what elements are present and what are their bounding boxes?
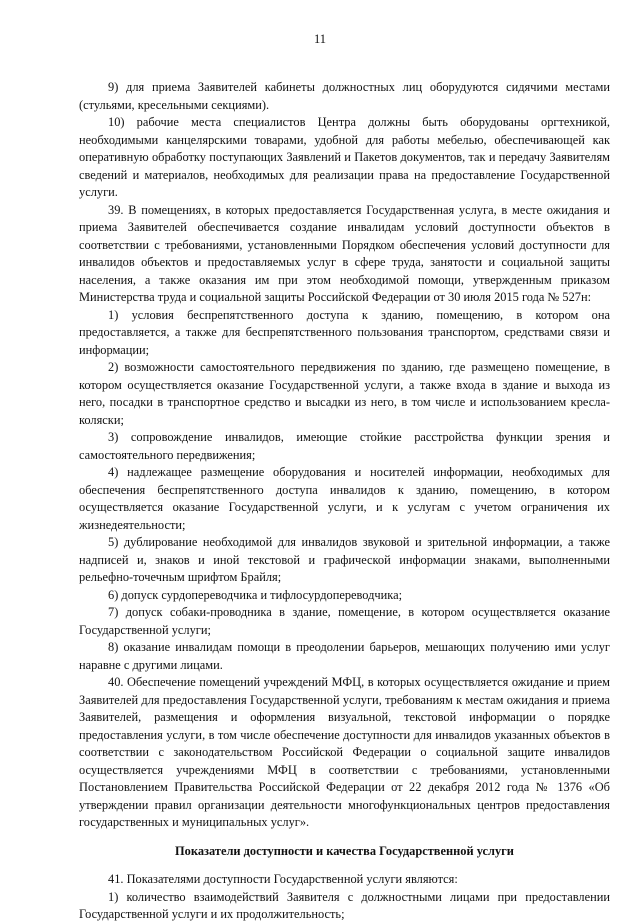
paragraph-39-item-3: 3) сопровождение инвалидов, имеющие стойкие расстройства функции зрения и самостоятельного передвижения; [79, 430, 610, 462]
paragraph-39-item-7: 7) допуск собаки-проводника в здание, помещение, в котором осуществляется оказание Государственной услуги; [79, 605, 610, 637]
paragraph-41-item-1: 1) количество взаимодействий Заявителя с должностными лицами при предоставлении Государственной услуги и их продолжительность; [79, 889, 610, 921]
paragraph-item-9: 9) для приема Заявителей кабинеты должностных лиц оборудуются сидячими местами (стульями, кресельными секциями). [79, 80, 610, 112]
paragraph-39-item-6: 6) допуск сурдопереводчика и тифлосурдопереводчика; [108, 587, 403, 602]
paragraph-39-item-5: 5) дублирование необходимой для инвалидов звуковой и зрительной информации, а также надписей и, знаков и иной текстовой и графической информации знаками, выполненными рельефно-точечным шрифтом Брайля; [79, 535, 610, 584]
paragraph-40: 40. Обеспечение помещений учреждений МФЦ, в которых осуществляется ожидание и прием Заявителей для предоставления Государственной услуги, требованиям к местам ожидания и приема Заявителей, размещения и оформления визуальной, текстовой информации о порядке предоставления услуги, в том числе обеспечение доступности для инвалидов указанных объектов в соответствии с законодательством Российской Федерации о социальной защите инвалидов осуществляется учреждениями МФЦ в соответствии с требованиями, установленными Постановлением Правительства Российской Федерации от 22 декабря 2012 года № 1376 «Об утверждении правил организации деятельности многофункциональных центров предоставления государственных и муниципальных услуг». [79, 675, 610, 829]
section-heading: Показатели доступности и качества Государственной услуги [175, 843, 514, 858]
paragraph-item-10: 10) рабочие места специалистов Центра должны быть оборудованы оргтехникой, необходимыми канцелярскими товарами, удобной для работы мебелью, обеспечивающей как оперативную обработку поступающих Заявлений и Пакетов документов, так и передачу Заявителям сведений и материалов, необходимых для реализации права на предоставление Государственной услуги. [79, 115, 610, 199]
paragraph-39-item-1: 1) условия беспрепятственного доступа к зданию, помещению, в котором она предоставляется, а также для беспрепятственного пользования транспортом, средствами связи и информации; [79, 307, 610, 357]
paragraph-39: 39. В помещениях, в которых предоставляется Государственная услуга, в месте ожидания и приема Заявителей обеспечивается создание инвалидам условий доступности объектов в соответствии с требованиями, установленными Порядком обеспечения условий доступности для инвалидов объектов и предоставляемых услуг в сфере труда, занятости и социальной защиты населения, а также оказания им при этом необходимой помощи, утвержденным приказом Министерства труда и социальной защиты Российской Федерации от 30 июля 2015 года № 527н: [79, 202, 610, 304]
document-body [79, 79, 610, 924]
paragraph-39-item-2: 2) возможности самостоятельного передвижения по зданию, где размещено помещение, в котором осуществляется оказание Государственной услуги, а также входа в здание и выхода из него, посадки в транспортное средство и высадки из него, в том числе и использованием кресла-коляски; [79, 360, 610, 427]
paragraph-39-item-4: 4) надлежащее размещение оборудования и носителей информации, необходимых для обеспечения беспрепятственного доступа инвалидов к зданию, помещению, в котором осуществляется оказание Государственной услуги, и к услугам с учетом ограничения их жизнедеятельности; [79, 465, 610, 532]
page-number: 11 [313, 32, 327, 46]
paragraph-41: 41. Показателями доступности Государственной услуги являются: [108, 872, 458, 886]
paragraph-39-item-8: 8) оказание инвалидам помощи в преодолении барьеров, мешающих получению ими услуг наравне с другими лицами. [79, 640, 610, 672]
